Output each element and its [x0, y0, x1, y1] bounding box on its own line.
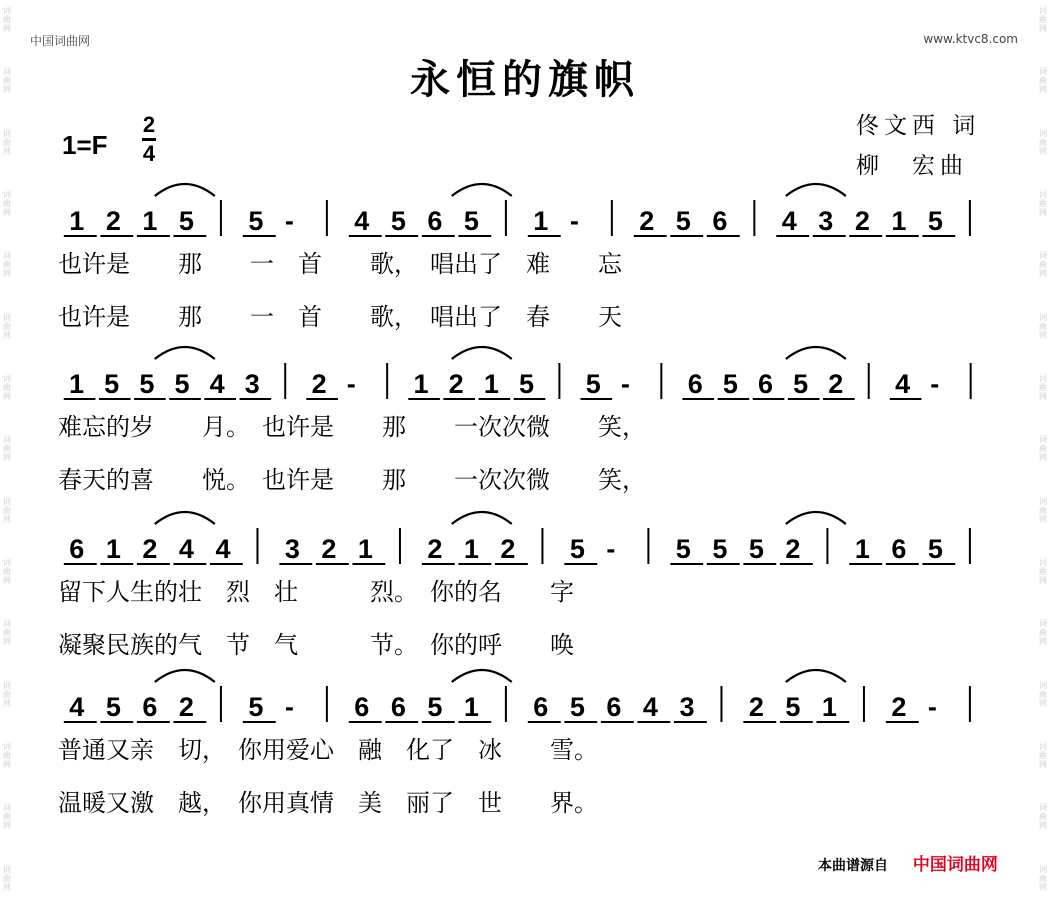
watermark-text: 词 曲 网	[3, 6, 11, 33]
watermark-text: 词 曲 网	[3, 190, 11, 218]
watermark-text: 词 曲 网	[3, 67, 11, 95]
slur	[452, 184, 512, 196]
watermark-text: 词 曲 网	[3, 803, 11, 831]
note: 5	[712, 534, 728, 564]
note: 1	[142, 206, 158, 236]
source-credit	[818, 850, 998, 875]
note: 4	[209, 369, 225, 399]
note: 5	[675, 534, 691, 564]
lyric-verse-1: 也许是 那 一 首 歌， 唱出了 难 忘	[58, 250, 622, 278]
note: 5	[569, 534, 585, 564]
watermark-text: 词 曲 网	[3, 251, 11, 279]
watermark-text: 词 曲 网	[3, 435, 11, 463]
watermark-text: 词 曲 网	[3, 128, 11, 156]
watermark-text: 词 曲 网	[1039, 67, 1047, 95]
note: 6	[687, 369, 703, 399]
lyric-verse-2: 凝聚民族的气 节 气 节。 你的呼 唤	[58, 631, 574, 659]
note: 2	[311, 369, 327, 399]
note: -	[569, 206, 579, 236]
slur	[155, 184, 215, 196]
note: 6	[354, 692, 370, 722]
watermark-text: 词 曲 网	[1039, 558, 1047, 586]
watermark-text: 词 曲 网	[3, 496, 11, 524]
note: 5	[927, 534, 943, 564]
watermark-text: 词 曲 网	[1039, 496, 1047, 524]
note: 4	[69, 692, 85, 722]
note: 4	[215, 534, 231, 564]
note: -	[930, 369, 940, 399]
watermark-text: 词 曲 网	[3, 864, 11, 892]
note: 5	[427, 692, 443, 722]
note: 5	[105, 692, 121, 722]
lyric-verse-2: 温暖又激 越， 你用真情 美 丽了 世 界。	[58, 789, 598, 817]
note: -	[620, 369, 630, 399]
note: 5	[675, 206, 691, 236]
note: 5	[748, 534, 764, 564]
note: 1	[105, 534, 121, 564]
note: 1	[69, 206, 85, 236]
time-signature-bottom: 4	[142, 141, 156, 166]
note: 2	[321, 534, 337, 564]
note: 1	[357, 534, 373, 564]
lyric-verse-1: 难忘的岁 月。 也许是 那 一次次微 笑，	[58, 413, 646, 441]
note: 2	[105, 206, 121, 236]
lyric-verse-2: 也许是 那 一 首 歌， 唱出了 春 天	[58, 303, 622, 331]
note: 5	[585, 369, 601, 399]
note: 3	[244, 369, 260, 399]
watermark-text: 词 曲 网	[1039, 190, 1047, 218]
note: 1	[891, 206, 907, 236]
note: 5	[722, 369, 738, 399]
site-name-top-left: 中国词曲网	[30, 34, 91, 48]
watermark-text: 词 曲 网	[3, 742, 11, 770]
note: 4	[354, 206, 370, 236]
note: 5	[139, 369, 155, 399]
note: 2	[891, 692, 907, 722]
note: 5	[390, 206, 406, 236]
note: 3	[679, 692, 695, 722]
note: 2	[427, 534, 443, 564]
watermark-text: 词 曲 网	[1039, 803, 1047, 831]
note: 2	[785, 534, 801, 564]
note: 6	[69, 534, 85, 564]
composer-credit: 柳 宏曲	[856, 153, 968, 179]
note: 2	[748, 692, 764, 722]
slur	[155, 347, 215, 359]
slur	[452, 670, 512, 682]
note: 6	[712, 206, 728, 236]
note: 1	[854, 534, 870, 564]
watermark-text: 词 曲 网	[1039, 251, 1047, 279]
note: 6	[606, 692, 622, 722]
note: 2	[828, 369, 844, 399]
source-brand: 中国词曲网	[912, 855, 998, 875]
watermark-text: 词 曲 网	[1039, 374, 1047, 402]
note: -	[284, 206, 294, 236]
note: 5	[104, 369, 120, 399]
lyric-verse-1: 普通又亲 切， 你用爱心 融 化了 冰 雪。	[58, 736, 598, 764]
watermark-text: 词 曲 网	[3, 374, 11, 402]
slur	[786, 347, 846, 359]
note: 1	[533, 206, 549, 236]
note: 2	[639, 206, 655, 236]
lyric-verse-1: 留下人生的壮 烈 壮 烈。 你的名 字	[58, 578, 574, 606]
note: 5	[174, 369, 190, 399]
slur	[786, 670, 846, 682]
watermark-text: 词 曲 网	[1039, 864, 1047, 892]
note: -	[284, 692, 294, 722]
slur	[452, 347, 512, 359]
note: 1	[463, 692, 479, 722]
note: 5	[178, 206, 194, 236]
note: 1	[483, 369, 499, 399]
note: 5	[793, 369, 809, 399]
note: 2	[500, 534, 516, 564]
note: 6	[533, 692, 549, 722]
note: 4	[781, 206, 797, 236]
note: 5	[785, 692, 801, 722]
note: 4	[178, 534, 194, 564]
note: 6	[390, 692, 406, 722]
slur	[155, 670, 215, 682]
slur	[786, 512, 846, 524]
note: 5	[518, 369, 535, 399]
note: 1	[413, 369, 429, 399]
note: 5	[248, 692, 264, 722]
watermark-text: 词 曲 网	[1039, 435, 1047, 463]
note: 5	[927, 206, 943, 236]
watermark-text: 词 曲 网	[1039, 6, 1047, 33]
watermark-text: 词 曲 网	[3, 619, 11, 647]
note: 6	[427, 206, 443, 236]
note: 2	[448, 369, 464, 399]
watermark-text: 词 曲 网	[3, 680, 11, 708]
note: 6	[758, 369, 774, 399]
slur	[452, 512, 512, 524]
lyric-verse-2: 春天的喜 悦。 也许是 那 一次次微 笑，	[58, 466, 646, 494]
note: 2	[142, 534, 158, 564]
lyricist-credit: 佟文西 词	[856, 113, 981, 139]
note: 5	[248, 206, 264, 236]
note: 5	[463, 206, 479, 236]
note: 2	[178, 692, 194, 722]
note: 1	[821, 692, 837, 722]
note: 1	[463, 534, 479, 564]
slur	[155, 512, 215, 524]
site-url-top-right: www.ktvc8.com	[923, 32, 1018, 46]
watermark-text: 词 曲 网	[3, 312, 11, 340]
note: 3	[284, 534, 300, 564]
note: 3	[818, 206, 834, 236]
watermark-text: 词 曲 网	[1039, 742, 1047, 770]
note: -	[346, 369, 356, 399]
slur	[786, 184, 846, 196]
note: 2	[854, 206, 870, 236]
watermark-text: 词 曲 网	[1039, 680, 1047, 708]
note: 6	[142, 692, 158, 722]
watermark-text: 词 曲 网	[1039, 128, 1047, 156]
note: 5	[569, 692, 585, 722]
key-signature: 1=F	[62, 130, 108, 160]
note: -	[606, 534, 616, 564]
watermark-text: 词 曲 网	[1039, 312, 1047, 340]
note: 4	[642, 692, 658, 722]
note: 1	[69, 369, 85, 399]
note: 4	[895, 369, 911, 399]
time-signature-top: 2	[142, 112, 156, 137]
note: 6	[891, 534, 907, 564]
song-title: 永恒的旗帜	[410, 56, 640, 103]
watermark-text: 词 曲 网	[3, 558, 11, 586]
watermark-text: 词 曲 网	[1039, 619, 1047, 647]
source-label: 本曲谱源自	[818, 858, 888, 874]
note: -	[927, 692, 937, 722]
